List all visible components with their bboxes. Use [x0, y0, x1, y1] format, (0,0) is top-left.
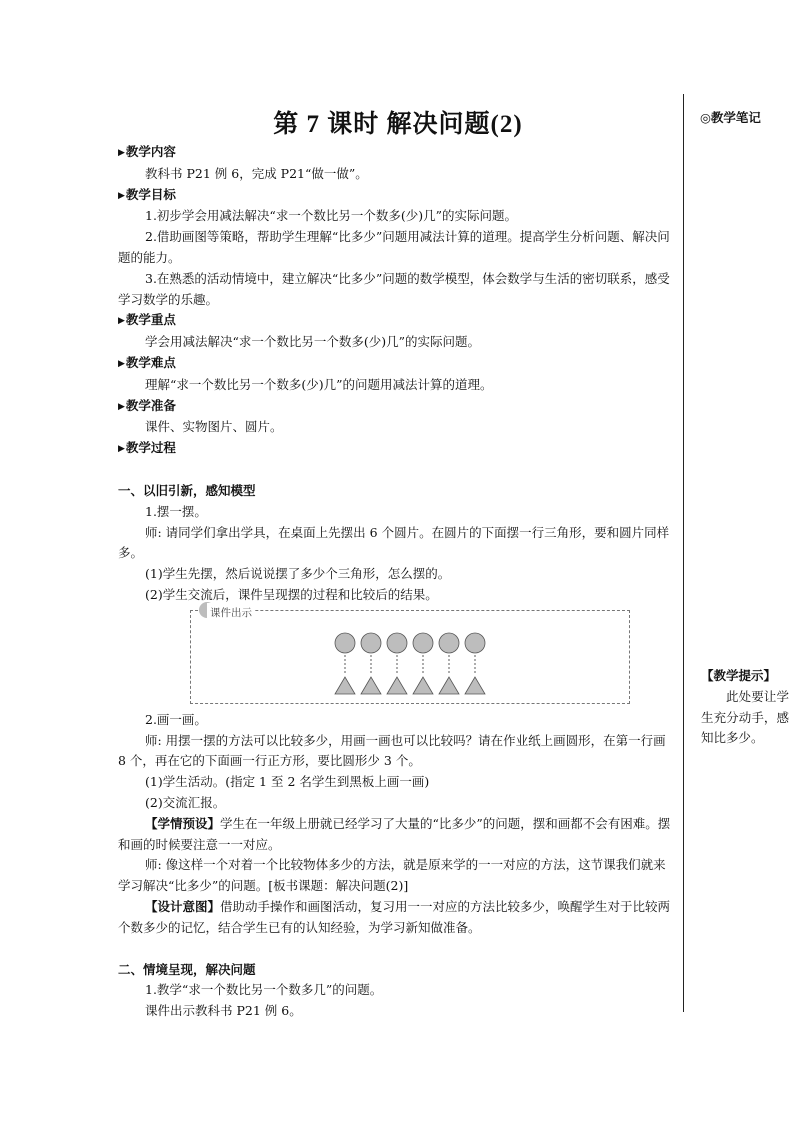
- goal-item: 1.初步学会用减法解决“求一个数比另一个数多(少)几”的实际问题。: [145, 208, 517, 224]
- triangle-token: [465, 677, 485, 694]
- circle-token: [439, 633, 459, 653]
- prep-heading: ▶教学准备: [118, 397, 176, 413]
- keypoint-heading: ▶教学重点: [118, 312, 176, 328]
- learning-prediction-note: 【学情预设】学生在一年级上册就已经学习了大量的“比多少”的问题，摆和画都不会有困难。摆和画的时候要注意一一对应。: [118, 815, 671, 852]
- bullet-triangle-icon: ▶: [118, 444, 125, 455]
- bullet-triangle-icon: ▶: [118, 190, 125, 201]
- prep-text: 课件、实物图片、圆片。: [145, 419, 283, 435]
- triangle-token: [387, 677, 407, 694]
- teaching-tip: [701, 666, 789, 749]
- part2-heading: 二、情境呈现，解决问题: [118, 961, 256, 977]
- difficulty-heading: ▶教学难点: [118, 354, 176, 370]
- tip-title: 【教学提示】: [701, 668, 777, 683]
- goal-item: 3.在熟悉的活动情境中，建立解决“比多少”问题的数学模型，体会数学与生活的密切联系，感受学习数学的乐趣。: [118, 270, 670, 307]
- circle-token: [387, 633, 407, 653]
- note-tag: 【设计意图】: [145, 898, 221, 914]
- goal-item: 2.借助画图等策略，帮助学生理解“比多少”问题用减法计算的道理。提高学生分析问题、解决问题的能力。: [118, 229, 670, 265]
- triangle-token: [361, 677, 381, 694]
- part1-line: 师: 像这样一个对着一个比较物体多少的方法，就是原来学的一一对应的方法，这节课我们就来学习解决“比多少”的问题。[板书课题：解决问题(2)]: [118, 857, 666, 894]
- figure-label: 课件出示: [207, 603, 255, 624]
- triangle-token: [413, 677, 433, 694]
- spacer: [118, 460, 676, 481]
- keypoint-text: 学会用减法解决“求一个数比另一个数多(少)几”的实际问题。: [145, 334, 481, 350]
- circles-triangles-diagram: [191, 611, 629, 703]
- part1-line: 2.画一画。: [145, 711, 207, 727]
- part1-line: 师: 请同学们拿出学具，在桌面上先摆出 6 个圆片。在圆片的下面摆一行三角形，要和圆片同样多。: [118, 524, 670, 561]
- process-heading: ▶教学过程: [118, 440, 176, 456]
- goals-heading: ▶教学目标: [118, 186, 176, 202]
- circle-token: [361, 633, 381, 653]
- part1-line: (2)交流汇报。: [145, 794, 226, 810]
- note-tag: 【学情预设】: [145, 815, 221, 831]
- page-title: 第 7 课时 解决问题(2): [273, 111, 523, 138]
- bullet-triangle-icon: ▶: [118, 148, 125, 158]
- circle-token: [465, 633, 485, 653]
- circle-token: [335, 633, 355, 653]
- notes-divider: [683, 94, 684, 1012]
- bullet-triangle-icon: ▶: [118, 358, 125, 369]
- courseware-figure: [190, 606, 630, 704]
- triangle-token: [335, 677, 355, 694]
- spacer: [118, 939, 676, 960]
- bullet-triangle-icon: ▶: [118, 401, 125, 412]
- part1-line: (2)学生交流后，课件呈现摆的过程和比较后的结果。: [145, 586, 438, 602]
- difficulty-text: 理解“求一个数比另一个数多(少)几”的问题用减法计算的道理。: [145, 376, 493, 392]
- circle-token: [413, 633, 433, 653]
- main-content: [118, 142, 676, 1022]
- part2-line: 课件出示教科书 P21 例 6。: [145, 1003, 302, 1019]
- part1-line: 师: 用摆一摆的方法可以比较多少，用画一画也可以比较吗？请在作业纸上画圆形，在第一行画 8 个，再在它的下面画一行正方形，要比圆形少 3 个。: [118, 732, 666, 769]
- content-text: 教科书 P21 例 6，完成 P21“做一做”。: [145, 165, 368, 181]
- triangle-token: [439, 677, 459, 694]
- bullet-triangle-icon: ▶: [118, 316, 125, 327]
- part1-line: (1)学生活动。(指定 1 至 2 名学生到黑板上画一画): [145, 774, 430, 790]
- content-heading: ▶教学内容: [118, 144, 176, 159]
- part1-line: (1)学生先摆，然后说说摆了多少个三角形，怎么摆的。: [145, 566, 451, 582]
- part1-heading: 一、以旧引新，感知模型: [118, 482, 256, 498]
- tip-text: 此处要让学生充分动手，感知比多少。: [701, 688, 789, 746]
- design-intent-note: 【设计意图】借助动手操作和画图活动，复习用一一对应的方法比较多少，唤醒学生对于比较两个数多少的记忆，结合学生已有的认知经验，为学习新知做准备。: [118, 898, 671, 935]
- part1-line: 1.摆一摆。: [145, 503, 207, 519]
- part2-line: 1.教学“求一个数比另一个数多几”的问题。: [145, 982, 383, 998]
- notes-heading: ◎教学笔记: [700, 110, 761, 125]
